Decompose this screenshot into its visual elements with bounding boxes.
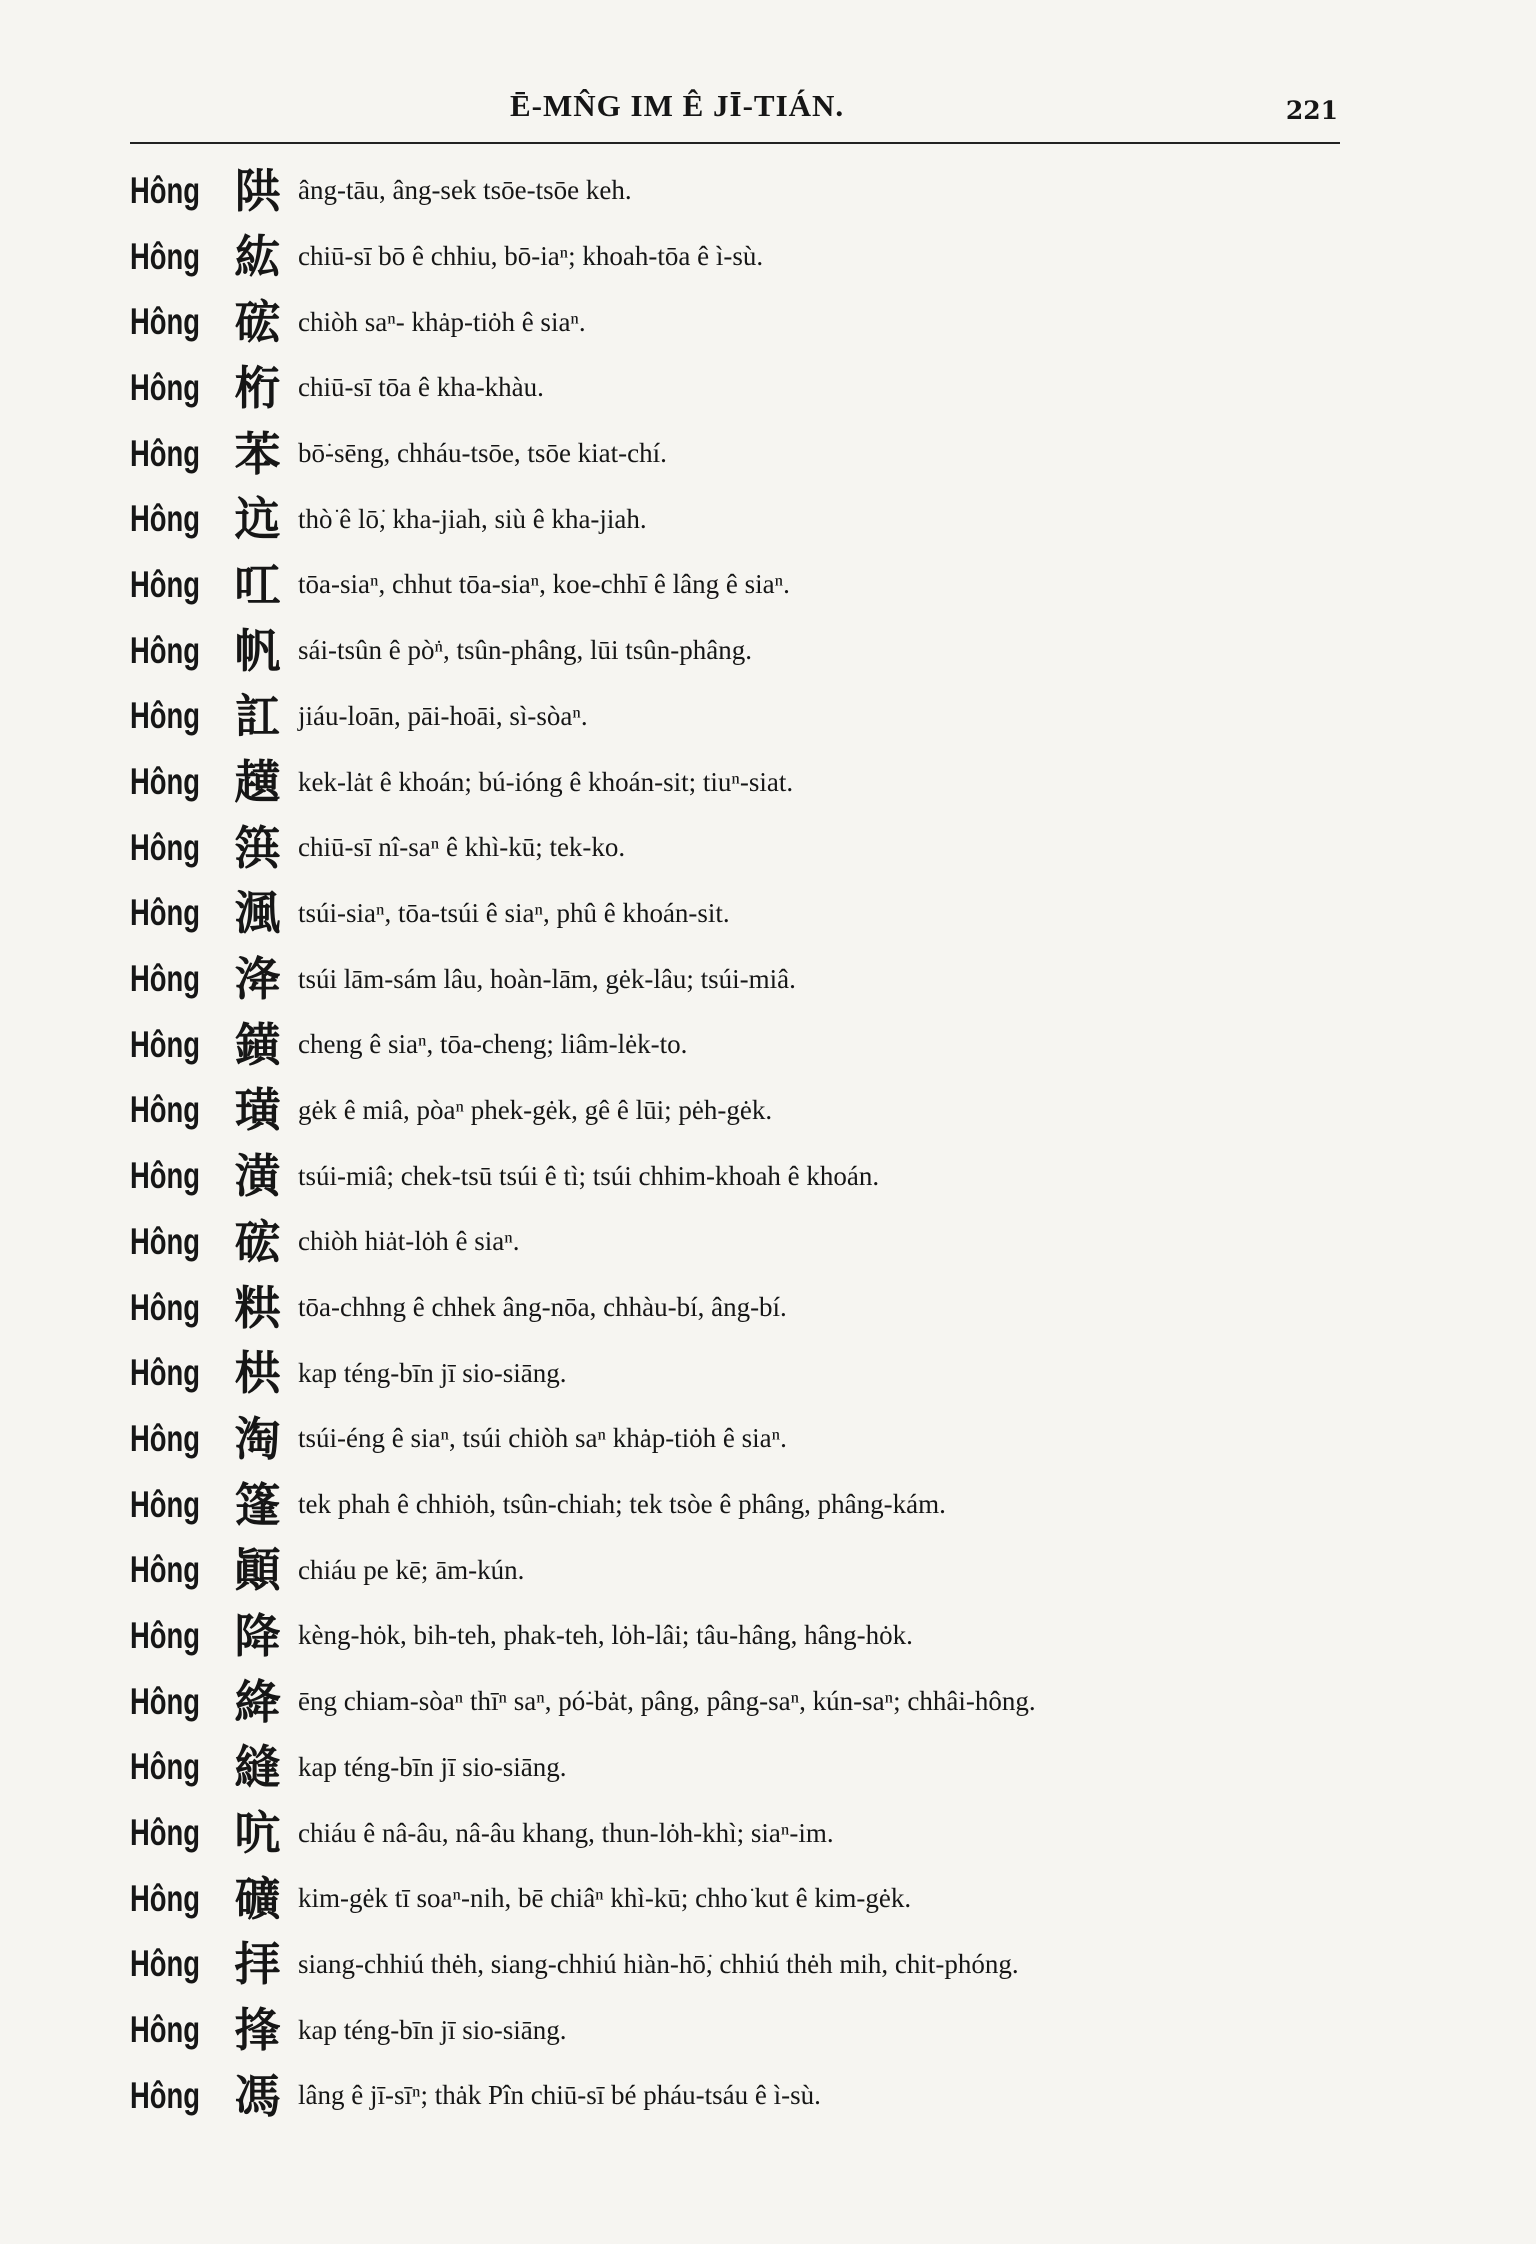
entry-definition: tek phah ê chhiȯh, tsûn-chiah; tek tsòe ê phâng, phâng-kám. (298, 1489, 946, 1520)
entry-headword: Hông (130, 1746, 200, 1788)
entry-character: 帆 (234, 623, 281, 678)
entry-headword: Hông (130, 2009, 200, 2051)
entry-definition: lâng ê jī-sīⁿ; thȧk Pîn chiū-sī bé pháu-tsáu ê ì-sù. (298, 2080, 821, 2111)
entry-definition: tsúi-miâ; chek-tsū tsúi ê tì; tsúi chhim-khoah ê khoán. (298, 1160, 880, 1191)
entry-definition: chiòh saⁿ- khȧp-tiȯh ê siaⁿ. (298, 306, 586, 337)
entry-character: 淘 (234, 1411, 281, 1466)
entry-headword: Hông (130, 235, 200, 277)
dictionary-entry (130, 486, 1380, 552)
entry-definition: tsúi-éng ê siaⁿ, tsúi chiòh saⁿ khȧp-tiȯh ê siaⁿ. (298, 1423, 787, 1454)
entry-character: 篷 (234, 1477, 281, 1532)
dictionary-entry (130, 946, 1380, 1012)
dictionary-entry (130, 749, 1380, 815)
dictionary-entry (130, 1800, 1380, 1866)
entry-character: 渢 (234, 886, 281, 941)
entry-definition: cheng ê siaⁿ, tōa-cheng; liâm-lėk-to. (298, 1029, 688, 1060)
entry-character: 硡 (234, 295, 281, 350)
entry-headword: Hông (130, 366, 200, 408)
header-rule (130, 142, 1340, 144)
dictionary-entry (130, 158, 1380, 224)
entry-character: 趪 (234, 755, 281, 810)
entry-character: 苯 (234, 426, 281, 481)
dictionary-entry (130, 1997, 1380, 2063)
dictionary-entry (130, 1735, 1380, 1801)
dictionary-entry (130, 1143, 1380, 1209)
dictionary-entry (130, 815, 1380, 881)
entry-definition: chiū-sī tōa ê kha-khàu. (298, 372, 544, 403)
entry-character: 栱 (234, 1346, 281, 1401)
entry-headword: Hông (130, 1614, 200, 1656)
entry-headword: Hông (130, 1352, 200, 1394)
entry-definition: siang-chhiú thėh, siang-chhiú hiàn-hō͘, chhiú thėh mih, chit-phóng. (298, 1948, 1019, 1979)
entry-definition: chiū-sī nî-saⁿ ê khì-kū; tek-ko. (298, 832, 626, 863)
entry-definition: sái-tsûn ê pò͘ⁿ, tsûn-phâng, lūi tsûn-phâng. (298, 635, 752, 666)
entry-headword: Hông (130, 563, 200, 605)
entry-character: 迒 (234, 492, 281, 547)
dictionary-entries (130, 158, 1380, 2129)
entry-headword: Hông (130, 1483, 200, 1525)
entry-headword: Hông (130, 1877, 200, 1919)
entry-definition: tōa-siaⁿ, chhut tōa-siaⁿ, koe-chhī ê lâng ê siaⁿ. (298, 569, 790, 600)
entry-character: 粠 (234, 1280, 281, 1335)
entry-headword: Hông (130, 2074, 200, 2116)
entry-headword: Hông (130, 761, 200, 803)
entry-headword: Hông (130, 169, 200, 211)
dictionary-entry (130, 1537, 1380, 1603)
entry-character: 拝 (234, 1937, 281, 1992)
dictionary-entry (130, 1340, 1380, 1406)
entry-definition: jiáu-loān, pāi-hoāi, sì-sòaⁿ. (298, 700, 588, 731)
entry-definition: chiáu ê nâ-âu, nâ-âu khang, thun-lȯh-khì; siaⁿ-im. (298, 1817, 834, 1848)
dictionary-entry (130, 1078, 1380, 1144)
entry-headword: Hông (130, 498, 200, 540)
dictionary-entry (130, 355, 1380, 421)
entry-character: 紘 (234, 229, 281, 284)
dictionary-entry (130, 1669, 1380, 1735)
entry-character: 䧆 (234, 163, 281, 218)
dictionary-entry (130, 1209, 1380, 1275)
entry-definition: kèng-hȯk, bih-teh, phak-teh, lȯh-lâi; tâu-hâng, hâng-hȯk. (298, 1620, 913, 1651)
entry-character: 礦 (234, 1871, 281, 1926)
entry-headword: Hông (130, 1812, 200, 1854)
entry-headword: Hông (130, 432, 200, 474)
dictionary-entry (130, 684, 1380, 750)
dictionary-entry (130, 1406, 1380, 1472)
entry-definition: tsúi lām-sám lâu, hoàn-lām, gėk-lâu; tsúi-miâ. (298, 963, 796, 994)
entry-character: 絳 (234, 1674, 281, 1729)
entry-character: 捀 (234, 2003, 281, 2058)
entry-definition: kap téng-bīn jī sio-siāng. (298, 2014, 567, 2045)
entry-headword: Hông (130, 1943, 200, 1985)
entry-character: 篊 (234, 820, 281, 875)
running-title: Ē-MN̂G IM Ê JĪ-TIÁN. (510, 88, 845, 123)
entry-character: 璜 (234, 1083, 281, 1138)
entry-headword: Hông (130, 695, 200, 737)
entry-headword: Hông (130, 892, 200, 934)
dictionary-entry (130, 1275, 1380, 1341)
page-number: 221 (1285, 96, 1338, 125)
entry-definition: kek-lȧt ê khoán; bú-ióng ê khoán-sit; tiuⁿ-siat. (298, 766, 794, 797)
entry-headword: Hông (130, 629, 200, 671)
entry-headword: Hông (130, 1549, 200, 1591)
entry-definition: kap téng-bīn jī sio-siāng. (298, 1357, 567, 1388)
entry-definition: tōa-chhng ê chhek âng-nōa, chhàu-bí, âng-bí. (298, 1292, 787, 1323)
entry-character: 潢 (234, 1149, 281, 1204)
dictionary-entry (130, 881, 1380, 947)
entry-character: 硡 (234, 1214, 281, 1269)
entry-character: 桁 (234, 360, 281, 415)
entry-character: 叿 (234, 557, 281, 612)
entry-headword: Hông (130, 1155, 200, 1197)
dictionary-entry (130, 1472, 1380, 1538)
entry-definition: kap téng-bīn jī sio-siāng. (298, 1751, 567, 1782)
entry-character: 鐄 (234, 1017, 281, 1072)
entry-definition: chiū-sī bō ê chhiu, bō-iaⁿ; khoah-tōa ê ì-sù. (298, 241, 764, 272)
entry-character: 顚 (234, 1543, 281, 1598)
entry-headword: Hông (130, 301, 200, 343)
entry-headword: Hông (130, 1220, 200, 1262)
entry-definition: thò͘ ê lō͘, kha-jiah, siù ê kha-jiah. (298, 503, 647, 534)
entry-character: 縫 (234, 1740, 281, 1795)
entry-headword: Hông (130, 1417, 200, 1459)
dictionary-entry (130, 1932, 1380, 1998)
entry-headword: Hông (130, 1680, 200, 1722)
entry-definition: ēng chiam-sòaⁿ thīⁿ saⁿ, pó͘-bȧt, pâng, pâng-saⁿ, kún-saⁿ; chhâi-hông. (298, 1686, 1036, 1717)
dictionary-entry (130, 2063, 1380, 2129)
entry-definition: kim-gėk tī soaⁿ-nih, bē chiâⁿ khì-kū; chho͘ kut ê kim-gėk. (298, 1883, 912, 1914)
entry-definition: âng-tāu, âng-sek tsōe-tsōe keh. (298, 175, 632, 206)
entry-character: 洚 (234, 952, 281, 1007)
dictionary-entry (130, 618, 1380, 684)
dictionary-entry (130, 224, 1380, 290)
dictionary-entry (130, 421, 1380, 487)
entry-definition: gėk ê miâ, pòaⁿ phek-gėk, gê ê lūi; pėh-gėk. (298, 1094, 773, 1125)
dictionary-entry (130, 1603, 1380, 1669)
entry-definition: bō͘-sēng, chháu-tsōe, tsōe kiat-chí. (298, 438, 667, 469)
entry-headword: Hông (130, 1286, 200, 1328)
entry-character: 馮 (234, 2068, 281, 2123)
entry-definition: chiòh hiȧt-lȯh ê siaⁿ. (298, 1226, 520, 1257)
entry-character: 吭 (234, 1806, 281, 1861)
entry-headword: Hông (130, 1023, 200, 1065)
dictionary-entry (130, 1866, 1380, 1932)
entry-headword: Hông (130, 1089, 200, 1131)
dictionary-entry (130, 552, 1380, 618)
dictionary-entry (130, 1012, 1380, 1078)
page-header (130, 82, 1340, 136)
entry-definition: chiáu pe kē; ām-kún. (298, 1554, 525, 1585)
entry-headword: Hông (130, 958, 200, 1000)
entry-headword: Hông (130, 826, 200, 868)
entry-character: 訌 (234, 689, 281, 744)
entry-definition: tsúi-siaⁿ, tōa-tsúi ê siaⁿ, phû ê khoán-sit. (298, 897, 730, 928)
dictionary-entry (130, 289, 1380, 355)
entry-character: 降 (234, 1608, 281, 1663)
